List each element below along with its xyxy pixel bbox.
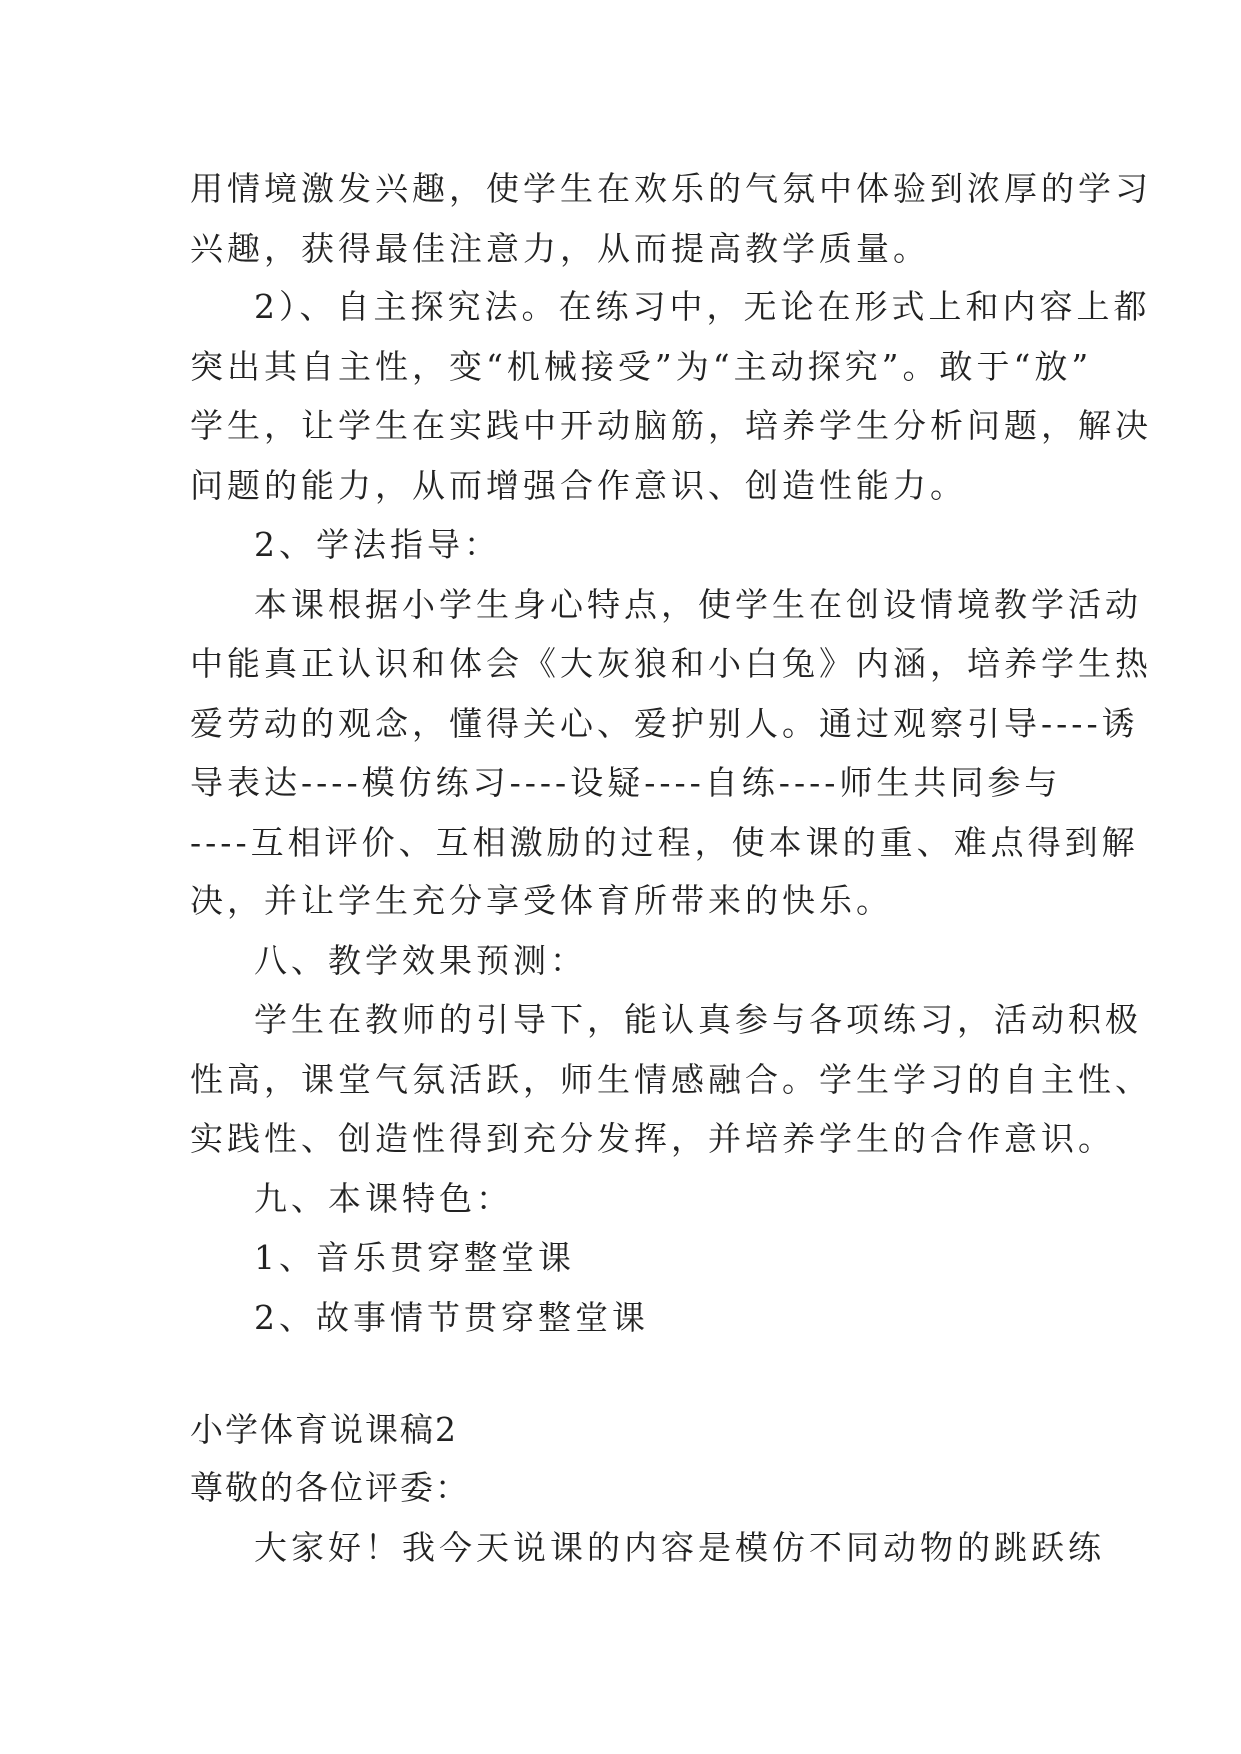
paragraph-line: 爱劳动的观念，懂得关心、爱护别人。通过观察引导----诱: [190, 704, 1139, 743]
paragraph-line: 用情境激发兴趣，使学生在欢乐的气氛中体验到浓厚的学习: [190, 169, 1152, 208]
paragraph-line: 学生，让学生在实践中开动脑筋，培养学生分析问题，解决: [190, 406, 1152, 445]
paragraph-line: 突出其自主性，变“机械接受”为“主动探究”。敢于“放”: [190, 347, 1093, 386]
salutation: 尊敬的各位评委：: [190, 1468, 470, 1507]
list-item: 1、音乐贯穿整堂课: [254, 1238, 575, 1277]
paragraph-line: 实践性、创造性得到充分发挥，并培养学生的合作意识。: [190, 1119, 1115, 1158]
paragraph-line: 中能真正认识和体会《大灰狼和小白兔》内涵，培养学生热: [190, 644, 1152, 683]
paragraph-line: 兴趣，获得最佳注意力，从而提高教学质量。: [190, 229, 930, 268]
list-item: 2、故事情节贯穿整堂课: [254, 1298, 649, 1337]
paragraph-line: 决，并让学生充分享受体育所带来的快乐。: [190, 881, 893, 920]
paragraph-line: 2）、自主探究法。在练习中，无论在形式上和内容上都: [254, 287, 1151, 326]
paragraph-line: 学生在教师的引导下，能认真参与各项练习，活动积极: [254, 1000, 1142, 1039]
paragraph-line: ----互相评价、互相激励的过程，使本课的重、难点得到解: [190, 823, 1139, 862]
section-heading: 八、教学效果预测：: [254, 941, 587, 980]
section-heading: 2、学法指导：: [254, 525, 501, 564]
section-heading: 九、本课特色：: [254, 1179, 513, 1218]
paragraph-line: 问题的能力，从而增强合作意识、创造性能力。: [190, 466, 967, 505]
paragraph-line: 性高，课堂气氛活跃，师生情感融合。学生学习的自主性、: [190, 1060, 1152, 1099]
document-title: 小学体育说课稿2: [190, 1410, 458, 1449]
paragraph-line: 导表达----模仿练习----设疑----自练----师生共同参与: [190, 763, 1062, 802]
paragraph-line: 大家好！我今天说课的内容是模仿不同动物的跳跃练: [254, 1528, 1105, 1567]
paragraph-line: 本课根据小学生身心特点，使学生在创设情境教学活动: [254, 585, 1142, 624]
